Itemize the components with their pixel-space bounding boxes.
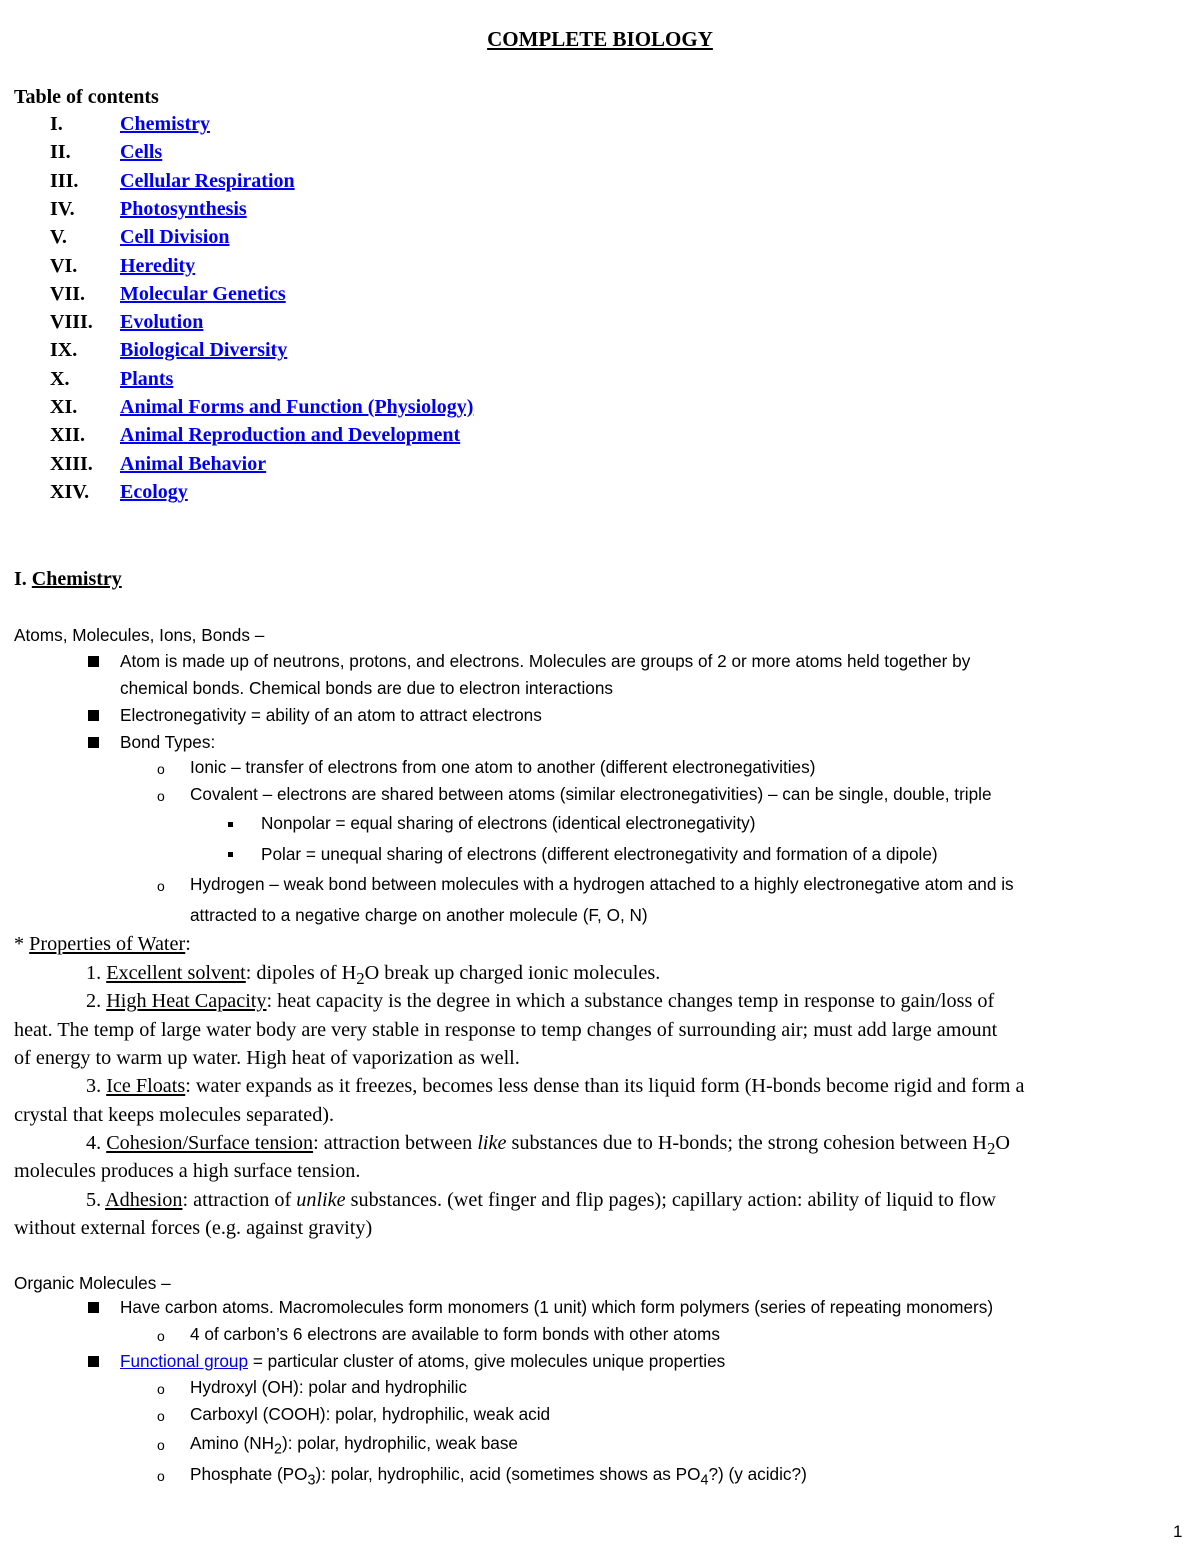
circle-bullet-icon: o xyxy=(157,1408,165,1424)
square-bullet-icon xyxy=(88,656,99,667)
item-number: 5. xyxy=(86,1189,106,1211)
emphasis: unlike xyxy=(296,1189,346,1211)
colon: : xyxy=(185,933,191,955)
section-heading xyxy=(14,568,122,591)
circle-bullet-icon: o xyxy=(157,1381,165,1397)
toc-item-number: IX. xyxy=(50,339,78,362)
subscript: 2 xyxy=(986,1139,996,1159)
property-term: Cohesion/Surface tension xyxy=(106,1132,314,1154)
toc-item-number: III. xyxy=(50,169,79,192)
toc-item-number: XI. xyxy=(50,396,78,418)
bond-hydrogen-line-1: Hydrogen – weak bond between molecules with a hydrogen attached to a highly electronegative atom and is xyxy=(190,874,1014,894)
circle-bullet-icon: o xyxy=(157,761,165,777)
toc-link-cellular-respiration[interactable]: Cellular Respiration xyxy=(120,169,295,192)
toc-link-plants[interactable]: Plants xyxy=(120,367,174,390)
toc-item-number: VII. xyxy=(50,282,86,305)
group-text: ?) (y acidic?) xyxy=(708,1464,807,1484)
property-text: substances due to H-bonds; the strong cohesion between H xyxy=(506,1132,987,1154)
group-phosphate xyxy=(190,1464,807,1488)
organic-bullet-1: Have carbon atoms. Macromolecules form monomers (1 unit) which form polymers (series of repeating monomers) xyxy=(120,1297,994,1317)
toc-link-cell-division[interactable]: Cell Division xyxy=(120,226,230,249)
property-text: O xyxy=(995,1132,1010,1154)
toc-item-number: IV. xyxy=(50,197,75,220)
toc-item xyxy=(0,481,700,509)
property-term: Ice Floats xyxy=(106,1075,186,1097)
organic-heading: Organic Molecules – xyxy=(14,1273,171,1293)
toc-item xyxy=(0,226,700,254)
subscript: 2 xyxy=(356,969,365,989)
square-bullet-icon xyxy=(88,710,99,721)
subscript: 4 xyxy=(700,1472,709,1489)
page-number: 1 xyxy=(1173,1522,1183,1541)
group-hydroxyl: Hydroxyl (OH): polar and hydrophilic xyxy=(190,1377,468,1397)
circle-bullet-icon: o xyxy=(157,788,165,804)
water-property-2 xyxy=(86,990,994,1013)
group-text: ): polar, hydrophilic, weak base xyxy=(282,1433,518,1453)
property-text: : dipoles of H xyxy=(245,962,357,984)
toc-link-animal-forms-and-function[interactable]: Animal Forms and Function (Physiology) xyxy=(120,396,474,418)
toc-item-number: I. xyxy=(50,113,63,135)
toc-heading: Table of contents xyxy=(14,86,159,108)
bond-hydrogen-line-2: attracted to a negative charge on another molecule (F, O, N) xyxy=(190,905,648,925)
property-text: O break up charged ionic molecules. xyxy=(364,962,661,984)
toc-link-animal-reproduction[interactable]: Animal Reproduction and Development xyxy=(120,424,461,447)
water-heading xyxy=(14,933,191,956)
property-term: Excellent solvent xyxy=(106,962,246,984)
functional-group-link[interactable]: Functional group xyxy=(120,1351,249,1371)
section-number: I. xyxy=(14,568,27,590)
property-text: : water expands as it freezes, becomes less dense than its liquid form (H-bonds become rigid and form a xyxy=(185,1075,1025,1097)
toc-item xyxy=(0,368,700,396)
subscript: 3 xyxy=(307,1472,316,1489)
item-number: 4. xyxy=(86,1132,107,1154)
item-number: 3. xyxy=(86,1075,107,1097)
toc-item-number: XIII. xyxy=(50,452,93,475)
toc-item-number: VIII. xyxy=(50,311,93,334)
toc-item-number: XIV. xyxy=(50,480,90,503)
toc-item xyxy=(0,170,700,198)
square-bullet-icon xyxy=(88,1356,99,1367)
group-carboxyl: Carboxyl (COOH): polar, hydrophilic, weak acid xyxy=(190,1404,551,1424)
property-text: substances. (wet finger and flip pages); capillary action: ability of liquid to flow xyxy=(345,1189,996,1211)
toc-item-number: V. xyxy=(50,226,67,249)
water-property-2-line-2: heat. The temp of large water body are very stable in response to temp changes of surrounding air; must add large amount xyxy=(14,1019,998,1041)
toc-item xyxy=(0,453,700,481)
toc-item xyxy=(0,113,700,141)
circle-bullet-icon: o xyxy=(157,1468,165,1484)
document-title: COMPLETE BIOLOGY xyxy=(487,27,713,51)
toc-item xyxy=(0,283,700,311)
water-property-3 xyxy=(86,1075,1024,1098)
toc-item-number: VI. xyxy=(50,254,78,277)
circle-bullet-icon: o xyxy=(157,1437,165,1453)
toc-link-ecology[interactable]: Ecology xyxy=(120,480,188,503)
circle-bullet-icon: o xyxy=(157,1328,165,1344)
toc-item xyxy=(0,255,700,283)
toc-item xyxy=(0,311,700,339)
small-square-bullet-icon xyxy=(228,852,233,857)
group-text: Amino (NH xyxy=(190,1433,275,1453)
water-property-2-line-3: of energy to warm up water. High heat of vaporization as well. xyxy=(14,1047,520,1069)
group-amino xyxy=(190,1433,518,1457)
property-term: Adhesion xyxy=(105,1189,183,1211)
emphasis: like xyxy=(477,1132,507,1154)
toc-item xyxy=(0,396,700,424)
water-heading-text: Properties of Water xyxy=(29,933,186,955)
atoms-bullet-3: Bond Types: xyxy=(120,732,216,752)
toc-link-heredity[interactable]: Heredity xyxy=(120,254,196,277)
water-property-5 xyxy=(86,1189,996,1212)
water-property-1 xyxy=(86,962,660,989)
bond-polar: Polar = unequal sharing of electrons (different electronegativity and formation of a dipole) xyxy=(261,844,938,864)
property-term: High Heat Capacity xyxy=(106,990,267,1012)
atoms-bullet-2: Electronegativity = ability of an atom to attract electrons xyxy=(120,705,542,725)
toc-link-molecular-genetics[interactable]: Molecular Genetics xyxy=(120,282,286,305)
toc-item xyxy=(0,198,700,226)
toc-link-photosynthesis[interactable]: Photosynthesis xyxy=(120,197,247,220)
asterisk: * xyxy=(14,933,30,955)
square-bullet-icon xyxy=(88,737,99,748)
toc-link-animal-behavior[interactable]: Animal Behavior xyxy=(120,452,267,475)
water-property-4-line-2: molecules produces a high surface tension. xyxy=(14,1160,361,1182)
circle-bullet-icon: o xyxy=(157,878,165,894)
water-property-3-line-2: crystal that keeps molecules separated). xyxy=(14,1104,335,1126)
atoms-bullet-1-line-2: chemical bonds. Chemical bonds are due to electron interactions xyxy=(120,678,613,698)
group-text: ): polar, hydrophilic, acid (sometimes shows as PO xyxy=(315,1464,701,1484)
atoms-heading: Atoms, Molecules, Ions, Bonds – xyxy=(14,625,265,645)
section-title: Chemistry xyxy=(31,568,122,590)
square-bullet-icon xyxy=(88,1302,99,1313)
atoms-bullet-1-line-1: Atom is made up of neutrons, protons, and electrons. Molecules are groups of 2 or more atoms held together by xyxy=(120,651,971,671)
organic-bullet-1-sub: 4 of carbon’s 6 electrons are available to form bonds with other atoms xyxy=(190,1324,720,1344)
toc-item xyxy=(0,424,700,452)
functional-group-line xyxy=(120,1351,725,1372)
item-number: 1. xyxy=(86,962,107,984)
toc-item-number: X. xyxy=(50,367,70,390)
property-text: : attraction between xyxy=(313,1132,478,1154)
group-text: Phosphate (PO xyxy=(190,1464,308,1484)
toc-link-evolution[interactable]: Evolution xyxy=(120,311,204,334)
water-property-5-line-2: without external forces (e.g. against gravity) xyxy=(14,1217,373,1239)
toc-item-number: XII. xyxy=(50,424,86,447)
toc-link-biological-diversity[interactable]: Biological Diversity xyxy=(120,339,288,362)
toc-link-cells[interactable]: Cells xyxy=(120,141,163,164)
toc-item-number: II. xyxy=(50,141,71,164)
small-square-bullet-icon xyxy=(228,822,233,827)
bond-covalent: Covalent – electrons are shared between atoms (similar electronegativities) – can be single, double, triple xyxy=(190,784,992,804)
bond-nonpolar: Nonpolar = equal sharing of electrons (identical electronegativity) xyxy=(261,813,756,833)
water-property-4 xyxy=(86,1132,1010,1159)
functional-group-definition: = particular cluster of atoms, give molecules unique properties xyxy=(248,1351,726,1371)
item-number: 2. xyxy=(86,990,107,1012)
toc-item xyxy=(0,339,700,367)
property-text: : attraction of xyxy=(182,1189,297,1211)
property-text: : heat capacity is the degree in which a substance changes temp in response to gain/loss of xyxy=(266,990,995,1012)
subscript: 2 xyxy=(274,1441,283,1458)
toc-link-chemistry[interactable]: Chemistry xyxy=(120,113,210,135)
bond-ionic: Ionic – transfer of electrons from one atom to another (different electronegativities) xyxy=(190,757,816,777)
toc-item xyxy=(0,141,700,169)
